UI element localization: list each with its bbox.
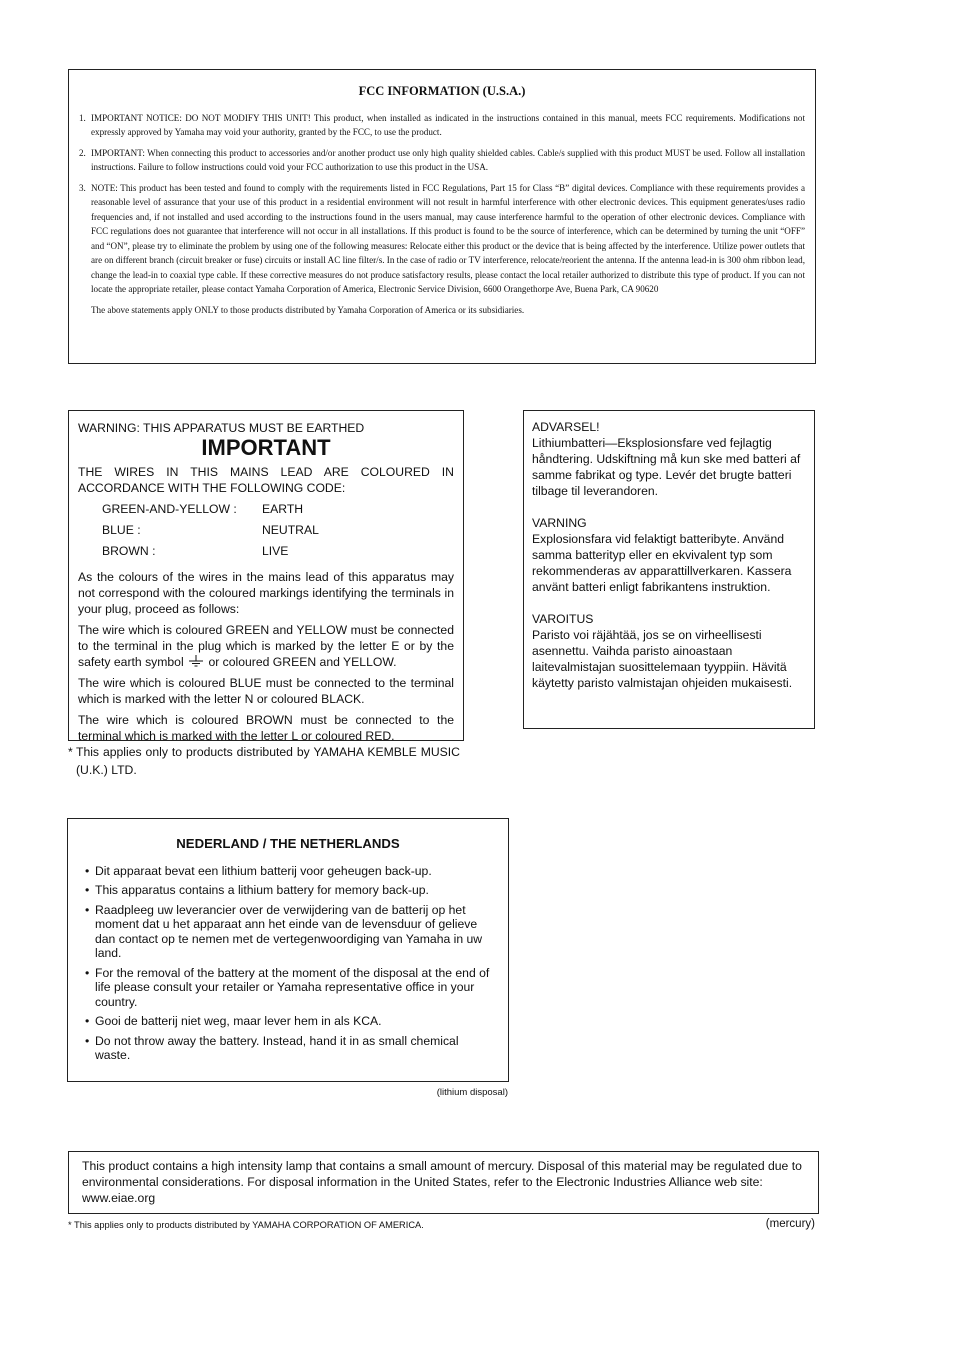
earth-ground-icon [187,655,205,667]
list-item: • Dit apparaat bevat een lithium batterij voor geheugen back-up. [85,863,432,878]
fcc-list [79,111,805,297]
wire-para-3: The wire which is coloured BLUE must be connected to the terminal which is marked with the letter N or coloured BLACK. [78,676,454,706]
warning-title: VARNING [532,516,587,530]
earthing-warning: WARNING: THIS APPARATUS MUST BE EARTHED [78,421,365,435]
warning-text: Explosionsfara vid felaktigt batteribyte. Använd samma batterityp eller en ekvivalent typ som rekommenderas av apparattillverkaren. Kassera använt batteri enligt fabrikantens instruktion. [532,532,792,594]
netherlands-box [67,818,509,1082]
wire-para-2: The wire which is coloured GREEN and YELLOW must be connected to the terminal in the plug which is marked by the letter E or by the safety earth symbol or coloured GREEN and YELLOW. [78,623,454,669]
list-item: • Do not throw away the battery. Instead, hand it in as small chemical waste. [85,1033,459,1062]
warning-title: VAROITUS [532,612,594,626]
earthing-footnote: * This applies only to products distributed by YAMAHA KEMBLE MUSIC (U.K.) LTD. [68,745,460,777]
netherlands-title: NEDERLAND / THE NETHERLANDS [176,836,400,851]
mercury-text: This product contains a high intensity lamp that contains a small amount of mercury. Disposal of this material may be regulated due to environmental considerations. For disposal information in the United States, refer to the Electronic Industries Alliance web site: www.eiae.org [82,1159,802,1205]
warning-text: Paristo voi räjähtää, jos se on virheellisesti asennettu. Vaihda paristo ainoastaan laitevalmistajan suosittelemaan tyyppiin. Hävitä käytetty paristo valmistajan ohjeiden mukaisesti. [532,628,793,690]
list-item: • For the removal of the battery at the moment of the disposal at the end of life please consult your retailer or Yamaha representative office in your country. [85,965,490,1009]
wire-code-table [102,501,319,564]
earthing-warning-box [68,410,464,741]
fcc-item: 2. IMPORTANT: When connecting this product to accessories and/or another product use only high quality shielded cables. Cable/s supplied with this product MUST be used. Follow all installation instructions. Failure to follow instructions could void your FCC authorization to use this product in the USA. [79,147,805,172]
important-heading: IMPORTANT [201,435,331,460]
list-item: • This apparatus contains a lithium battery for memory back-up. [85,883,429,897]
wire-para-1: As the colours of the wires in the mains lead of this apparatus may not correspond with the coloured markings identifying the terminals in your plug, proceed as follows: [78,570,454,616]
warning-text: Lithiumbatteri—Eksplosionsfare ved fejlagtig håndtering. Udskiftning må kun ske med batteri af samme fabrikat og type. Levér det brugte batteri tilbage til leverandoren. [532,436,801,498]
wire-code-intro: THE WIRES IN THIS MAINS LEAD ARE COLOURED IN ACCORDANCE WITH THE FOLLOWING CODE: [78,465,454,495]
lithium-disposal-caption: (lithium disposal) [436,1087,508,1098]
list-item: • Raadpleeg uw leverancier over de verwijdering van de batterij op het moment dat u het apparaat ann het einde van de levensduur of gelieve dan contact op te nemen met de vertegenwoordiging van Yamaha in uw land. [85,902,483,960]
battery-warning-box [523,410,815,729]
warning-title: ADVARSEL! [532,420,600,434]
battery-warning-finnish [532,611,806,691]
mercury-box [68,1151,819,1214]
fcc-item: 3. NOTE: This product has been tested and found to comply with the requirements listed in FCC Regulations, Part 15 for Class “B” digital devices. Compliance with these requirements provides a reasonable level of assurance that your use of this product in a residential environment will not result in harmful interference with other electronic devices. This equipment generates/uses radio frequencies and, if not installed and used according to the instructions found in the users manual, may cause interference harmful to the operation of other electronic devices. Compliance with FCC regulations does not guarantee that interference will not occur in all installations. If this product is found to be the source of interference, which can be determined by turning the unit “OFF” and “ON”, please try to eliminate the problem by using one of the following measures: Relocate either this product or the device that is being affected by the interference. Utilize power outlets that are on different branch (circuit breaker or fuse) circuits or install AC line filter/s. In the case of radio or TV interference, relocate/reorient the antenna. If the antenna lead-in is 300 ohm ribbon lead, change the lead-in to coaxial type cable. If these corrective measures do not produce satisfactory results, please contact the local retailer authorized to distribute this type of product. If you can not locate the appropriate retailer, please contact Yamaha Corporation of America, Electronic Service Division, 6600 Orangethorpe Ave, Buena Park, CA 90620 [79,182,805,294]
wire-para-4: The wire which is coloured BROWN must be connected to the terminal which is marked with the letter L or coloured RED. [78,713,454,743]
fcc-title: FCC INFORMATION (U.S.A.) [358,84,526,98]
netherlands-list [84,864,492,1063]
fcc-item: 1. IMPORTANT NOTICE: DO NOT MODIFY THIS UNIT! This product, when installed as indicated in the instructions contained in this manual, meets FCC requirements. Modifications not expressly approved by Yamaha may void your authority, granted by the FCC, to use the product. [79,112,805,137]
list-item: • Gooi de batterij niet weg, maar lever hem in als KCA. [85,1014,382,1028]
mercury-caption: (mercury) [765,1218,815,1230]
mercury-footnote: * This applies only to products distributed by YAMAHA CORPORATION OF AMERICA. [68,1220,424,1230]
wire-code-row: GREEN-AND-YELLOW : EARTH [102,502,304,516]
fcc-note: The above statements apply ONLY to those products distributed by Yamaha Corporation of America or its subsidiaries. [91,304,525,315]
fcc-information-box [68,69,816,364]
wire-code-row: BROWN : LIVE [102,544,289,558]
battery-warning-danish [532,419,806,499]
battery-warning-swedish [532,515,806,595]
wire-code-row: BLUE : NEUTRAL [102,523,319,537]
